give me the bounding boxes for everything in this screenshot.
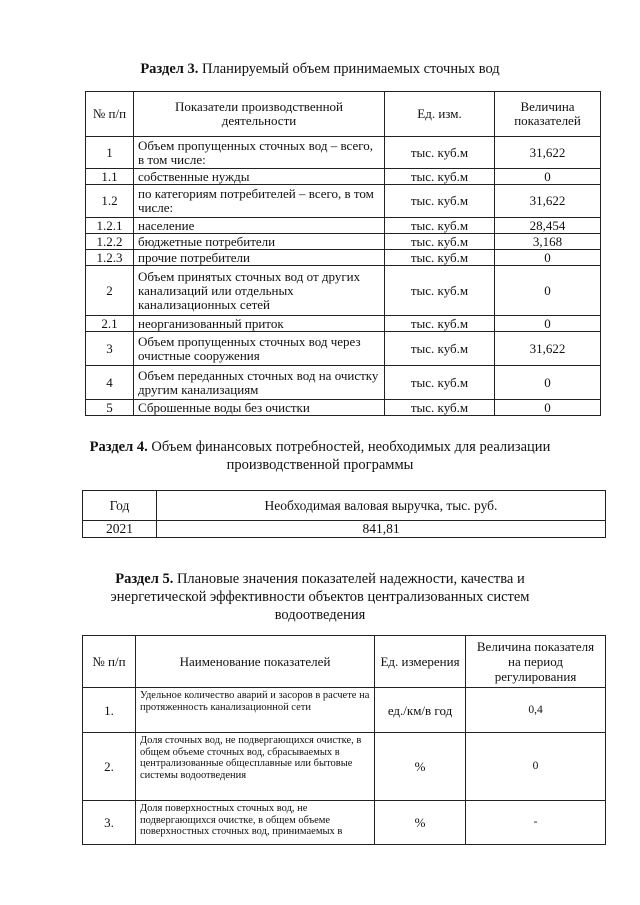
row-value: 31,622 bbox=[495, 137, 601, 169]
row-name: население bbox=[134, 218, 385, 234]
row-name: Доля поверхностных сточных вод, не подвергающихся очистке, в общем объеме поверхностных сточных вод, принимаемых в bbox=[136, 801, 375, 845]
section3-title-text: Планируемый объем принимаемых сточных вод bbox=[202, 61, 500, 77]
section5-title-line3: водоотведения bbox=[274, 607, 366, 623]
row-name: бюджетные потребители bbox=[134, 234, 385, 250]
section4-prefix: Раздел 4. bbox=[89, 439, 148, 455]
table-row bbox=[86, 266, 601, 316]
header-indicators: Показатели производственной деятельности bbox=[134, 92, 385, 137]
table-row bbox=[86, 332, 601, 366]
row-unit: тыс. куб.м bbox=[385, 400, 495, 416]
row-name: Объем принятых сточных вод от других канализаций или отдельных канализационных сетей bbox=[134, 266, 385, 316]
section5-title bbox=[0, 570, 640, 624]
row-unit: ед./км/в год bbox=[375, 688, 466, 733]
header-value: Величина показателя на период регулирования bbox=[466, 636, 606, 688]
section4-title-line1: Объем финансовых потребностей, необходимых для реализации bbox=[151, 439, 551, 455]
row-unit: тыс. куб.м bbox=[385, 316, 495, 332]
section3-prefix: Раздел 3. bbox=[140, 61, 199, 77]
row-name: Объем переданных сточных вод на очистку другим канализациям bbox=[134, 366, 385, 400]
row-name: Удельное количество аварий и засоров в расчете на протяженность канализационной сети bbox=[136, 688, 375, 733]
row-num: 4 bbox=[86, 366, 134, 400]
row-num: 1.2.1 bbox=[86, 218, 134, 234]
row-num: 2.1 bbox=[86, 316, 134, 332]
header-num: № п/п bbox=[86, 92, 134, 137]
production-indicators-table bbox=[85, 91, 601, 416]
table-row bbox=[86, 250, 601, 266]
row-value: 31,622 bbox=[495, 332, 601, 366]
row-unit: тыс. куб.м bbox=[385, 266, 495, 316]
table-header-row bbox=[86, 92, 601, 137]
table-row bbox=[86, 169, 601, 185]
row-num: 1.2 bbox=[86, 185, 134, 218]
table-row bbox=[83, 688, 606, 733]
row-value: 0 bbox=[495, 366, 601, 400]
header-revenue: Необходимая валовая выручка, тыс. руб. bbox=[157, 491, 606, 521]
table-row bbox=[83, 521, 606, 538]
row-value: 0 bbox=[495, 169, 601, 185]
row-value: 28,454 bbox=[495, 218, 601, 234]
header-unit: Ед. измерения bbox=[375, 636, 466, 688]
header-indicator-name: Наименование показателей bbox=[136, 636, 375, 688]
table-row bbox=[86, 218, 601, 234]
table-row bbox=[86, 400, 601, 416]
row-num: 1.2.2 bbox=[86, 234, 134, 250]
row-value: 0 bbox=[495, 400, 601, 416]
row-num: 3. bbox=[83, 801, 136, 845]
row-value: 0 bbox=[495, 250, 601, 266]
row-value: 0 bbox=[495, 266, 601, 316]
table-row bbox=[86, 234, 601, 250]
header-num: № п/п bbox=[83, 636, 136, 688]
financial-needs-table bbox=[82, 490, 606, 538]
section5-prefix: Раздел 5. bbox=[115, 571, 174, 587]
row-revenue-value: 841,81 bbox=[157, 521, 606, 538]
row-unit: тыс. куб.м bbox=[385, 185, 495, 218]
row-unit: тыс. куб.м bbox=[385, 250, 495, 266]
row-num: 3 bbox=[86, 332, 134, 366]
row-unit: тыс. куб.м bbox=[385, 169, 495, 185]
header-year: Год bbox=[83, 491, 157, 521]
section4-title bbox=[0, 438, 640, 474]
row-name: Сброшенные воды без очистки bbox=[134, 400, 385, 416]
row-name: неорганизованный приток bbox=[134, 316, 385, 332]
row-year: 2021 bbox=[83, 521, 157, 538]
row-unit: тыс. куб.м bbox=[385, 234, 495, 250]
table-row bbox=[86, 366, 601, 400]
table-row bbox=[83, 801, 606, 845]
row-num: 2 bbox=[86, 266, 134, 316]
row-name: прочие потребители bbox=[134, 250, 385, 266]
row-value: 0,4 bbox=[466, 688, 606, 733]
row-value: 0 bbox=[495, 316, 601, 332]
section5-title-line2: энергетической эффективности объектов централизованных систем bbox=[110, 589, 530, 605]
row-value: 31,622 bbox=[495, 185, 601, 218]
row-value: - bbox=[466, 801, 606, 845]
table-row bbox=[86, 185, 601, 218]
row-unit: % bbox=[375, 733, 466, 801]
row-num: 1 bbox=[86, 137, 134, 169]
table-header-row bbox=[83, 636, 606, 688]
table-row bbox=[83, 733, 606, 801]
row-unit: тыс. куб.м bbox=[385, 218, 495, 234]
row-unit: тыс. куб.м bbox=[385, 137, 495, 169]
section4-title-line2: производственной программы bbox=[226, 457, 414, 473]
table-header-row bbox=[83, 491, 606, 521]
row-name: Доля сточных вод, не подвергающихся очистке, в общем объеме сточных вод, сбрасываемых в централизованные общесплавные или бытовые системы водоотведения bbox=[136, 733, 375, 801]
row-value: 0 bbox=[466, 733, 606, 801]
header-value: Величина показателей bbox=[495, 92, 601, 137]
row-unit: тыс. куб.м bbox=[385, 332, 495, 366]
row-value: 3,168 bbox=[495, 234, 601, 250]
row-num: 1. bbox=[83, 688, 136, 733]
row-name: Объем пропущенных сточных вод – всего, в том числе: bbox=[134, 137, 385, 169]
row-num: 1.2.3 bbox=[86, 250, 134, 266]
row-num: 2. bbox=[83, 733, 136, 801]
row-name: собственные нужды bbox=[134, 169, 385, 185]
row-unit: % bbox=[375, 801, 466, 845]
row-name: Объем пропущенных сточных вод через очистные сооружения bbox=[134, 332, 385, 366]
table-row bbox=[86, 316, 601, 332]
header-unit: Ед. изм. bbox=[385, 92, 495, 137]
table-row bbox=[86, 137, 601, 169]
row-num: 5 bbox=[86, 400, 134, 416]
row-unit: тыс. куб.м bbox=[385, 366, 495, 400]
row-name: по категориям потребителей – всего, в том числе: bbox=[134, 185, 385, 218]
row-num: 1.1 bbox=[86, 169, 134, 185]
reliability-indicators-table bbox=[82, 635, 606, 845]
section3-title bbox=[0, 60, 640, 78]
section5-title-line1: Плановые значения показателей надежности, качества и bbox=[176, 571, 525, 587]
